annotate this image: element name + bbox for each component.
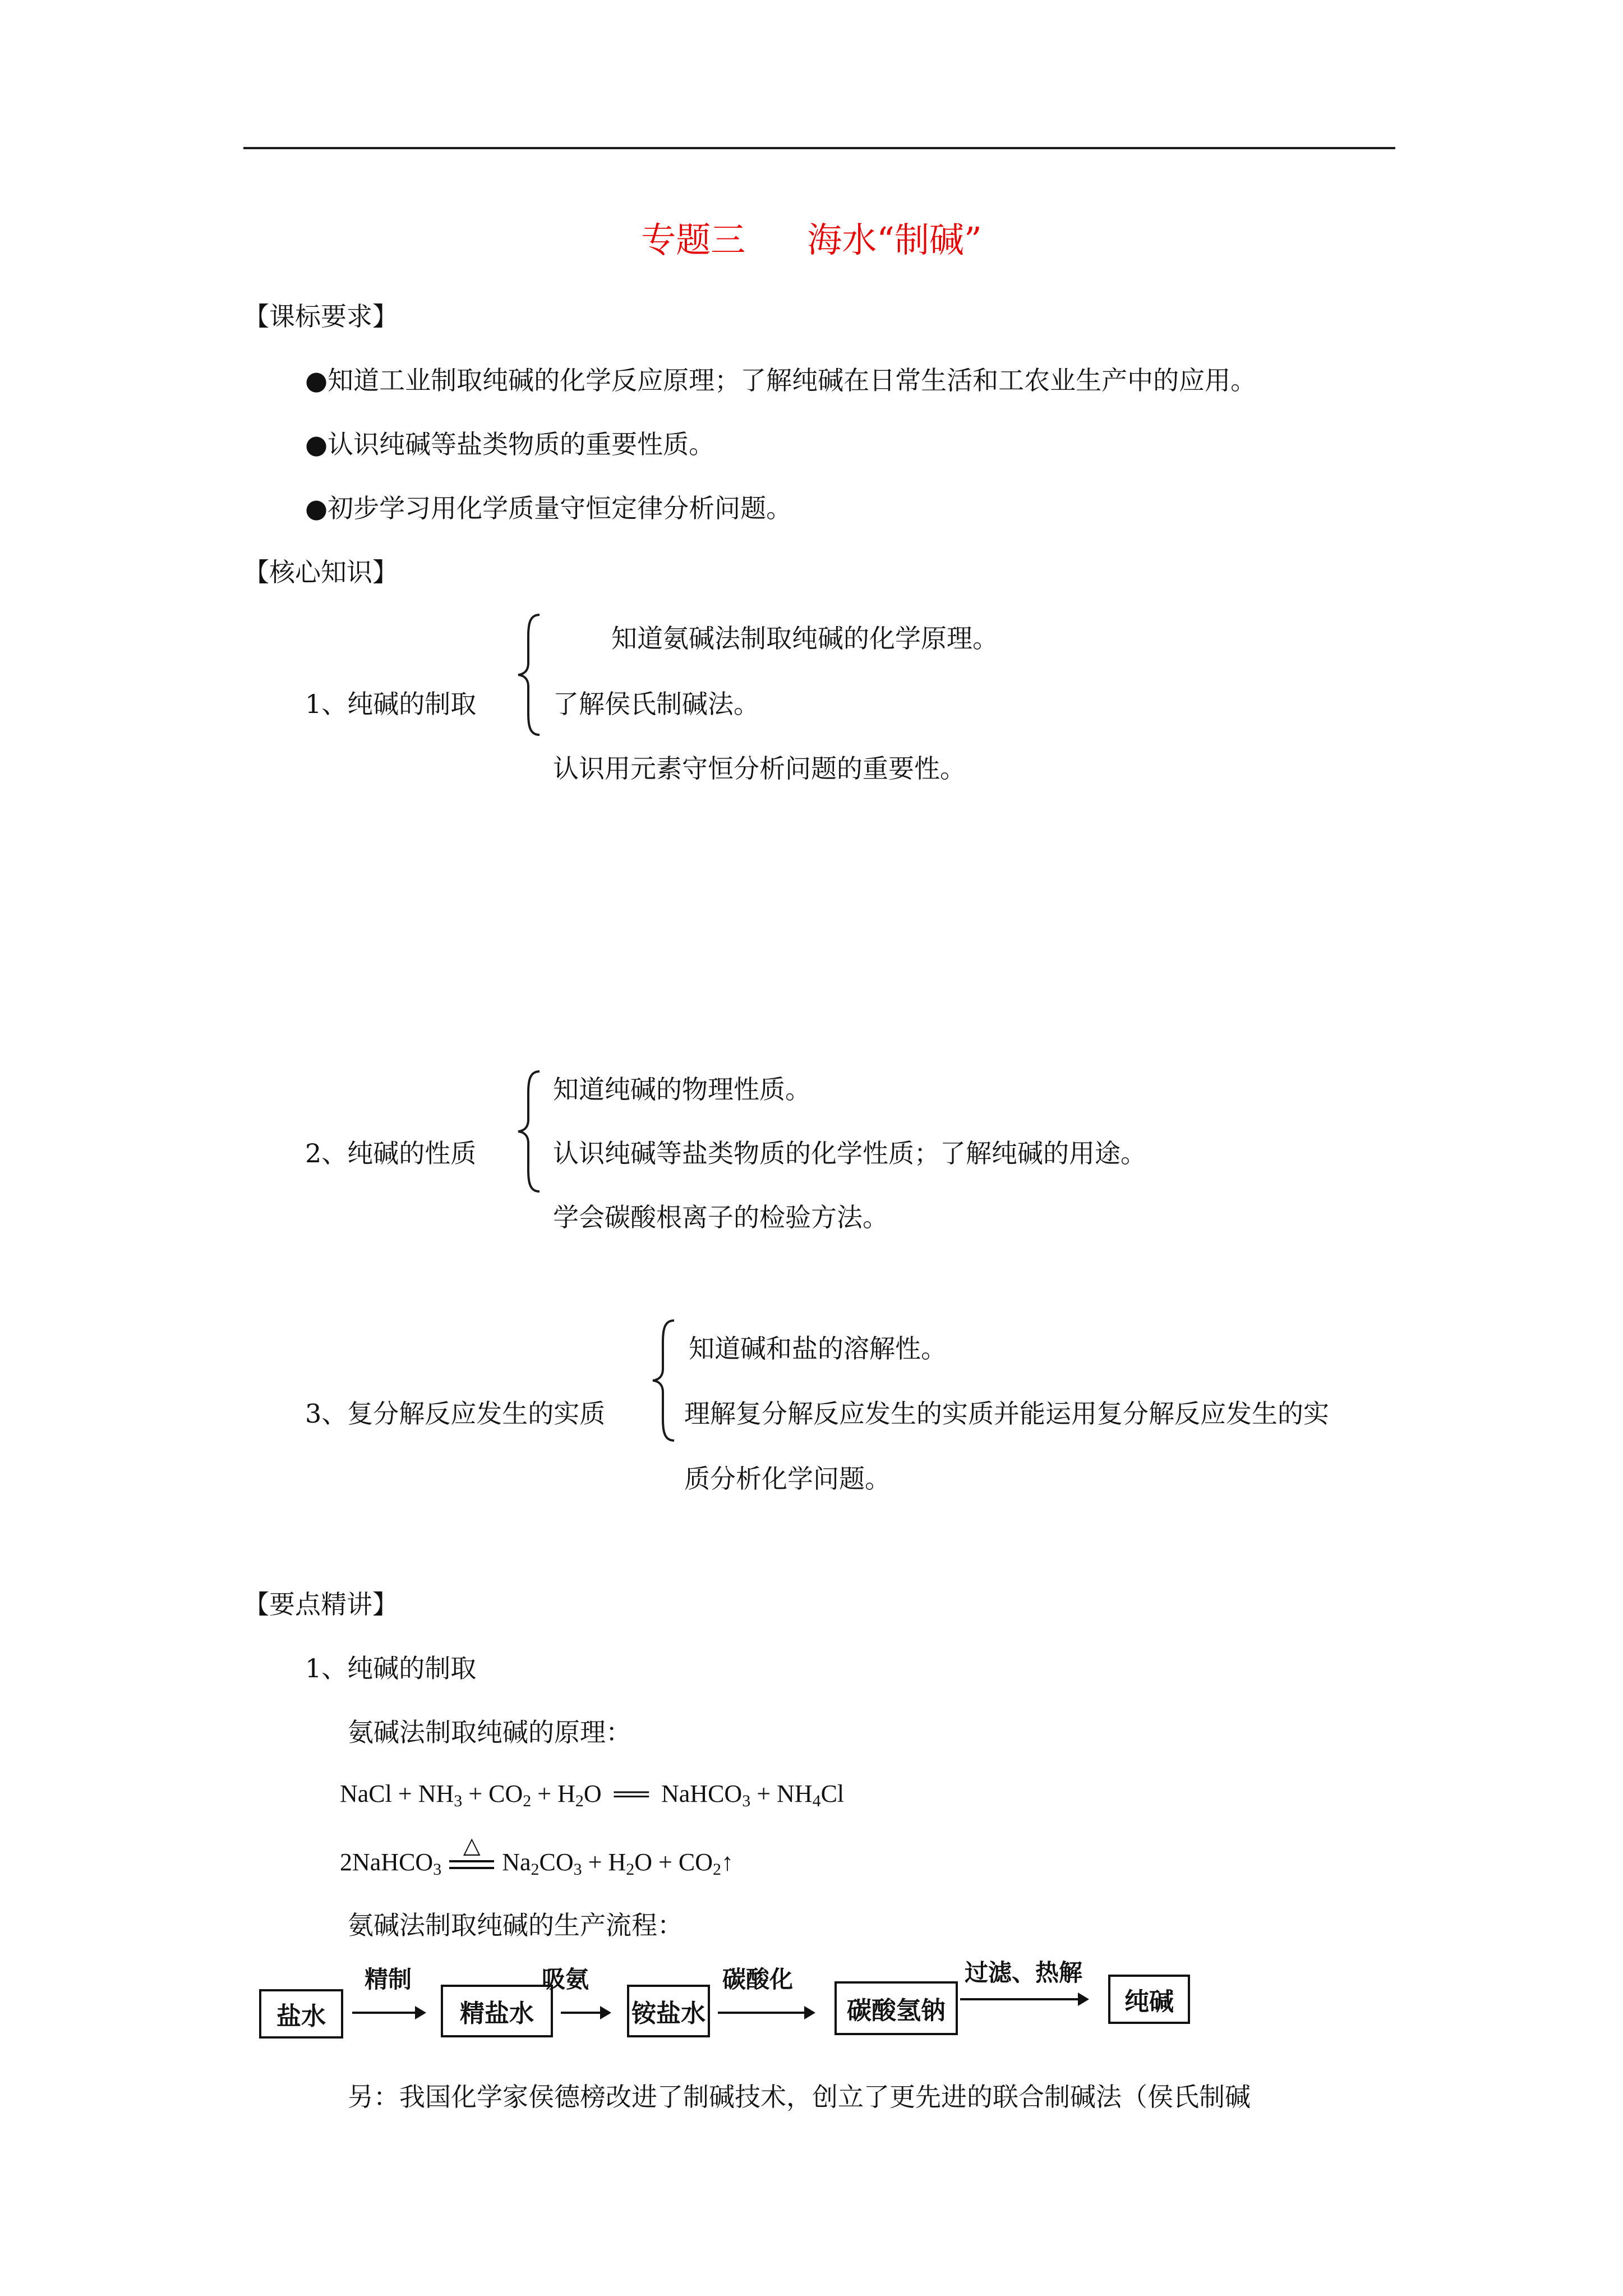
equation-1: NaCl + $NH_3 + CO_2 + H_2O$ ══ NaHCO$_3$ + $NH_4Cl$ [340,1780,845,1810]
page-title [0,218,1623,263]
title-part1: 专题三 [641,219,746,260]
core-heading: 【核心知识】 [243,557,398,587]
flow-box: 铵盐水 [627,1985,710,2037]
flow-arrow-label: 碳酸化 [722,1966,794,1993]
core-item: 了解侯氏制碱法。 [553,689,759,719]
flow-arrow [561,2012,609,2014]
brace-icon [516,613,550,737]
flow-box: 碳酸氢钠 [834,1981,958,2035]
principle-label: 氨碱法制取纯碱的原理： [348,1717,631,1747]
core-item: 认识纯碱等盐类物质的化学性质；了解纯碱的用途。 [553,1138,1146,1168]
note-paragraph: 另：我国化学家侯德榜改进了制碱技术，创立了更先进的联合制碱法（侯氏制碱 [348,2082,1251,2112]
flow-arrow [352,2012,424,2014]
keypoints-section-title: 1、纯碱的制取 [305,1653,477,1683]
flow-label: 氨碱法制取纯碱的生产流程： [348,1910,683,1940]
core-item: 知道碱和盐的溶解性。 [689,1333,947,1364]
flow-box: 盐水 [259,1989,343,2039]
core-item: 理解复分解反应发生的实质并能运用复分解反应发生的实 [684,1398,1329,1429]
brace-icon [516,1069,550,1194]
flow-arrow-label: 吸氨 [542,1966,589,1993]
core-item: 质分析化学问题。 [684,1464,891,1494]
core-item: 知道氨碱法制取纯碱的化学原理。 [611,623,998,654]
curriculum-bullet: ●知道工业制取纯碱的化学反应原理；了解纯碱在日常生活和工农业生产中的应用。 [305,365,1257,395]
core-group-label: 2、纯碱的性质 [305,1138,477,1168]
core-group-label: 3、复分解反应发生的实质 [305,1398,606,1429]
core-item: 学会碳酸根离子的检验方法。 [553,1202,888,1232]
curriculum-bullet: ●认识纯碱等盐类物质的重要性质。 [305,429,715,459]
title-part2: 海水“制碱” [807,219,982,260]
core-group-label: 1、纯碱的制取 [305,689,477,719]
brace-icon [651,1318,684,1443]
equation-2: 2NaHCO$_3$ △ $Na_2CO_3 + H_2O$ + $CO_2↑$ [340,1833,734,1879]
flow-box: 精盐水 [441,1985,553,2037]
header-rule [243,147,1395,149]
equals-sign: ══ [614,1780,649,1807]
flow-arrow-label: 精制 [365,1966,412,1993]
flow-box: 纯碱 [1108,1975,1190,2024]
curriculum-bullet: ●初步学习用化学质量守恒定律分析问题。 [305,493,792,523]
core-item: 知道纯碱的物理性质。 [553,1074,811,1105]
flow-arrow [960,1998,1087,2000]
flow-arrow [718,2012,813,2014]
heat-condition: △ [448,1846,496,1879]
keypoints-heading: 【要点精讲】 [243,1589,398,1619]
flow-arrow-label: 过滤、热解 [965,1959,1083,1986]
curriculum-heading: 【课标要求】 [243,301,398,332]
core-item: 认识用元素守恒分析问题的重要性。 [553,753,966,784]
